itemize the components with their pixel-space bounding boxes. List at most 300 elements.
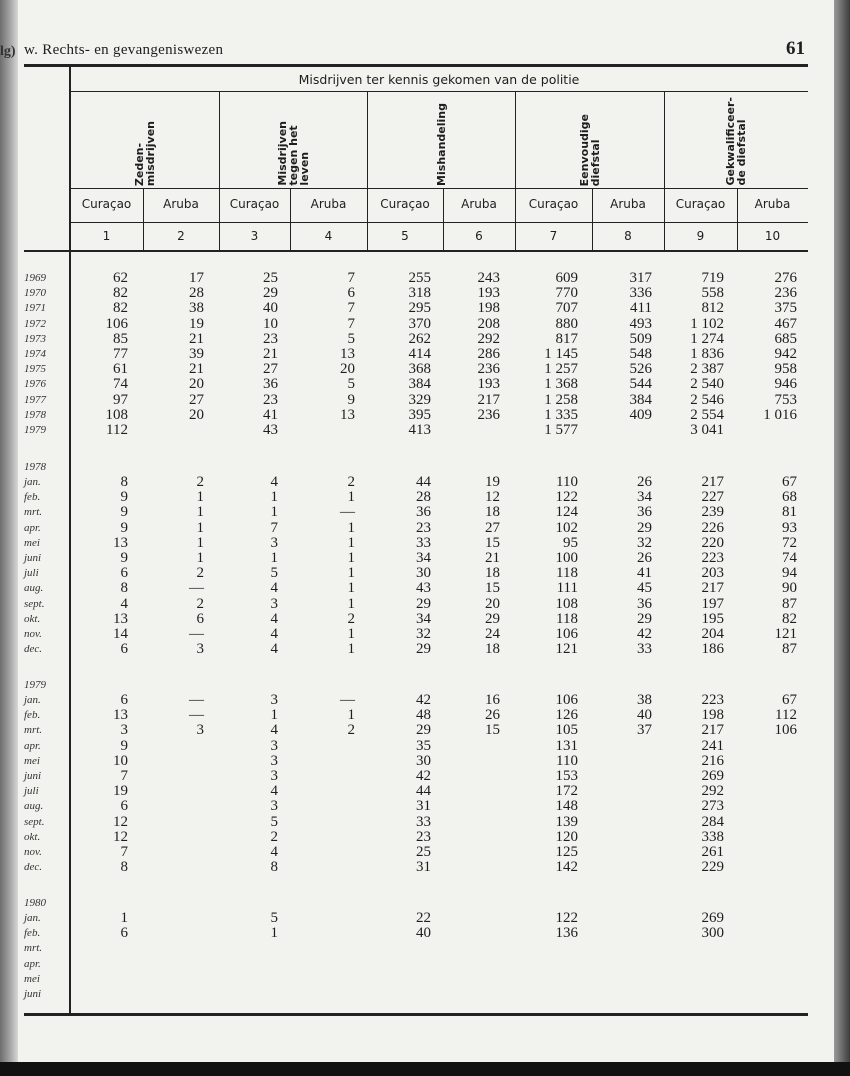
table-cell: 37 <box>637 722 652 739</box>
section-heading: 1980 <box>24 897 46 909</box>
table-cell: 31 <box>416 859 431 876</box>
table-cell: 100 <box>555 550 578 566</box>
table-cell: 880 <box>555 315 578 332</box>
table-cell: 1 <box>270 925 278 942</box>
table-cell: 1 <box>270 504 278 521</box>
table-cell: 226 <box>701 519 724 536</box>
table-cell: 30 <box>416 565 431 582</box>
table-cell: 45 <box>637 580 652 597</box>
row-label: mrt. <box>24 506 43 519</box>
table-cell: 23 <box>416 828 431 845</box>
table-cell: 4 <box>270 783 278 800</box>
table-cell: 27 <box>189 391 204 408</box>
table-cell: 32 <box>637 534 652 551</box>
row-label: 1974 <box>24 348 46 360</box>
table-cell: 35 <box>416 737 431 754</box>
table-cell: 276 <box>774 270 797 286</box>
table-cell: 2 <box>196 474 204 490</box>
table-cell: 217 <box>701 474 724 490</box>
table-cell: 7 <box>347 315 355 332</box>
table-cell: 18 <box>485 504 500 521</box>
table-cell: 395 <box>408 406 431 423</box>
table-cell: 40 <box>416 925 431 942</box>
row-label: aug. <box>24 800 44 813</box>
category-header <box>515 94 664 186</box>
table-cell: 20 <box>189 406 204 423</box>
table-cell: 153 <box>555 768 578 784</box>
table-cell: 4 <box>270 610 278 627</box>
table-cell: 43 <box>416 580 431 597</box>
table-cell: 124 <box>555 504 578 521</box>
table-cell: 1 <box>270 550 278 566</box>
table-cell: 102 <box>555 519 578 536</box>
table-cell: 38 <box>189 300 204 317</box>
table-cell: 8 <box>120 859 128 876</box>
table-cell: 3 041 <box>690 422 724 438</box>
table-cell: 9 <box>120 504 128 521</box>
table-cell: 241 <box>701 737 724 754</box>
table-cell: 812 <box>701 300 724 317</box>
row-label: feb. <box>24 709 41 722</box>
row-label: 1971 <box>24 302 46 315</box>
row-label: 1970 <box>24 287 46 300</box>
table-cell: 74 <box>782 550 797 566</box>
row-label: mei <box>24 754 40 767</box>
table-cell: — <box>189 707 204 724</box>
column-divider <box>143 189 144 250</box>
table-cell: 131 <box>555 737 578 754</box>
subheader-curacao: Curaçao <box>528 197 579 211</box>
table-cell: 21 <box>485 550 500 566</box>
table-cell: 9 <box>120 737 128 754</box>
table-cell: 1 <box>196 504 204 521</box>
table-cell: 3 <box>270 752 278 769</box>
table-cell: 118 <box>556 610 578 627</box>
row-label: jan. <box>24 694 41 706</box>
table-cell: 77 <box>113 346 128 362</box>
row-label: 1978 <box>24 408 46 421</box>
table-cell: 526 <box>629 361 652 378</box>
table-cell: 122 <box>555 910 578 926</box>
table-cell: 409 <box>629 406 652 423</box>
table-cell: 1 <box>347 534 355 551</box>
table-cell: 108 <box>555 595 578 612</box>
subheader-curacao: Curaçao <box>229 197 280 211</box>
table-cell: 198 <box>477 300 500 317</box>
table-cell: 217 <box>477 391 500 408</box>
table-cell: 292 <box>701 783 724 800</box>
table-cell: 44 <box>416 783 431 800</box>
table-cell: 2 <box>347 610 355 627</box>
table-cell: 193 <box>477 285 500 302</box>
table-cell: 13 <box>113 707 128 724</box>
table-cell: 544 <box>629 376 652 393</box>
table-cell: 186 <box>701 641 724 658</box>
table-cell: 93 <box>782 519 797 536</box>
table-cell: 19 <box>189 315 204 332</box>
table-cell: 20 <box>485 595 500 612</box>
table-cell: 7 <box>347 300 355 317</box>
table-cell: 295 <box>408 300 431 317</box>
row-label: mrt. <box>24 942 43 955</box>
table-cell: 4 <box>120 595 128 612</box>
table-cell: 6 <box>120 692 128 708</box>
table-cell: 26 <box>485 707 500 724</box>
table-cell: 16 <box>485 692 500 708</box>
table-cell: 38 <box>637 692 652 708</box>
category-header <box>367 94 515 186</box>
row-label: 1973 <box>24 332 46 345</box>
table-cell: 13 <box>113 610 128 627</box>
table-cell: 236 <box>477 406 500 423</box>
table-cell: 10 <box>263 315 278 332</box>
table-cell: 15 <box>485 534 500 551</box>
table-cell: 97 <box>113 391 128 408</box>
table-cell: 336 <box>629 285 652 302</box>
table-cell: 106 <box>774 722 797 739</box>
row-label: feb. <box>24 491 41 504</box>
table-cell: 121 <box>774 626 797 642</box>
column-number: 3 <box>250 229 259 243</box>
table-cell: 1 <box>270 489 278 506</box>
table-cell: 44 <box>416 474 431 490</box>
table-cell: 255 <box>408 270 431 286</box>
table-cell: 1 <box>120 910 128 926</box>
table-cell: 1 <box>196 519 204 536</box>
column-divider <box>290 189 291 250</box>
table-cell: 36 <box>637 595 652 612</box>
table-cell: 338 <box>701 828 724 845</box>
table-cell: 370 <box>408 315 431 332</box>
table-cell: 1 <box>347 519 355 536</box>
table-cell: 33 <box>416 813 431 830</box>
column-divider <box>443 189 444 250</box>
table-cell: 126 <box>555 707 578 724</box>
category-header <box>70 94 219 186</box>
table-cell: 3 <box>196 722 204 739</box>
page-number: 61 <box>786 38 805 59</box>
table-cell: 12 <box>485 489 500 506</box>
table-cell: 95 <box>563 534 578 551</box>
table-cell: 8 <box>120 474 128 490</box>
table-cell: 193 <box>477 376 500 393</box>
table-cell: 217 <box>701 580 724 597</box>
row-label: juni <box>24 552 42 564</box>
row-label: okt. <box>24 830 41 843</box>
row-label: feb. <box>24 927 41 940</box>
table-cell: 18 <box>485 641 500 658</box>
row-label: 1969 <box>24 272 46 284</box>
row-label: juli <box>24 567 39 580</box>
column-number: 5 <box>401 229 409 243</box>
section-heading: 1979 <box>24 679 46 691</box>
table-cell: 1 <box>347 707 355 724</box>
table-cell: 261 <box>701 844 724 860</box>
bottom-rule <box>24 1013 808 1016</box>
table-cell: 2 <box>196 565 204 582</box>
column-number: 2 <box>177 229 185 243</box>
scan-edge-left <box>0 0 18 1076</box>
table-cell: 1 <box>196 489 204 506</box>
table-cell: 29 <box>637 519 652 536</box>
table-cell: 25 <box>263 270 278 286</box>
table-cell: 40 <box>637 707 652 724</box>
table-cell: 220 <box>701 534 724 551</box>
table-cell: 21 <box>189 330 204 347</box>
table-cell: 33 <box>416 534 431 551</box>
table-cell: 110 <box>556 752 578 769</box>
table-cell: 467 <box>774 315 797 332</box>
table-cell: 223 <box>701 692 724 708</box>
table-cell: 284 <box>701 813 724 830</box>
table-cell: 3 <box>120 722 128 739</box>
table-cell: 5 <box>270 565 278 582</box>
category-label: Eenvoudige diefstal <box>577 113 602 186</box>
table-cell: 9 <box>120 519 128 536</box>
table-cell: 195 <box>701 610 724 627</box>
table-cell: 68 <box>782 489 797 506</box>
table-cell: 34 <box>416 610 431 627</box>
table-cell: 29 <box>416 722 431 739</box>
table-cell: 203 <box>701 565 724 582</box>
table-cell: 142 <box>555 859 578 876</box>
table-cell: 94 <box>782 565 797 582</box>
row-label: nov. <box>24 846 42 858</box>
table-cell: 42 <box>416 768 431 784</box>
table-cell: 2 540 <box>690 376 724 393</box>
subheader-aruba: Aruba <box>754 197 791 211</box>
row-label: dec. <box>24 861 43 874</box>
table-cell: 1 <box>347 626 355 642</box>
table-cell: 414 <box>408 346 431 362</box>
scan-edge-right <box>834 0 850 1076</box>
table-cell: 26 <box>637 550 652 566</box>
table-cell: 148 <box>555 798 578 815</box>
table-cell: 223 <box>701 550 724 566</box>
table-cell: 1 368 <box>544 376 578 393</box>
table-cell: 7 <box>120 844 128 860</box>
table-cell: 1 <box>347 641 355 658</box>
table-cell: 42 <box>637 626 652 642</box>
table-cell: 15 <box>485 722 500 739</box>
table-cell: 942 <box>774 346 797 362</box>
table-cell: 36 <box>416 504 431 521</box>
table-cell: 12 <box>113 828 128 845</box>
table-cell: 9 <box>120 550 128 566</box>
table-cell: 6 <box>120 641 128 658</box>
row-label: juni <box>24 988 42 1000</box>
row-label: juni <box>24 770 42 782</box>
table-cell: 139 <box>555 813 578 830</box>
table-cell: 15 <box>485 580 500 597</box>
table-cell: 25 <box>416 844 431 860</box>
previous-page-fragment: lg) <box>0 44 16 59</box>
table-cell: 317 <box>629 270 652 286</box>
row-label: 1975 <box>24 363 46 376</box>
table-cell: 2 387 <box>690 361 724 378</box>
table-cell: 21 <box>263 346 278 362</box>
table-cell: 136 <box>555 925 578 942</box>
category-label: Gekwalificeer- de diefstal <box>724 97 748 186</box>
table-cell: 9 <box>347 391 355 408</box>
table-cell: 23 <box>263 330 278 347</box>
subheader-curacao: Curaçao <box>81 197 132 211</box>
table-cell: 269 <box>701 910 724 926</box>
table-cell: 1 145 <box>544 346 578 362</box>
table-cell: — <box>189 692 204 708</box>
table-cell: 62 <box>113 270 128 286</box>
table-cell: 21 <box>189 361 204 378</box>
table-cell: 4 <box>270 641 278 658</box>
table-cell: 262 <box>408 330 431 347</box>
table-cell: 3 <box>270 798 278 815</box>
row-label: 1972 <box>24 317 46 330</box>
category-header <box>664 94 808 186</box>
table-cell: 1 258 <box>544 391 578 408</box>
row-label: mei <box>24 536 40 549</box>
title-rule <box>70 91 808 92</box>
table-cell: 82 <box>113 300 128 317</box>
subheader-curacao: Curaçao <box>675 197 726 211</box>
table-cell: 13 <box>340 406 355 423</box>
table-cell: 817 <box>555 330 578 347</box>
table-cell: 7 <box>270 519 278 536</box>
category-label: Misdrijven tegen het leven <box>275 121 311 186</box>
table-cell: 13 <box>113 534 128 551</box>
column-divider <box>367 92 368 250</box>
table-cell: 24 <box>485 626 500 642</box>
table-cell: 236 <box>774 285 797 302</box>
table-cell: 2 <box>347 722 355 739</box>
table-cell: 685 <box>774 330 797 347</box>
row-label: dec. <box>24 643 43 656</box>
table-cell: 29 <box>416 595 431 612</box>
table-cell: 770 <box>555 285 578 302</box>
table-cell: 368 <box>408 361 431 378</box>
table-cell: 1 <box>270 707 278 724</box>
table-cell: 1 836 <box>690 346 724 362</box>
row-label: mrt. <box>24 724 43 737</box>
table-cell: 4 <box>270 580 278 597</box>
table-cell: 82 <box>782 610 797 627</box>
table-cell: 121 <box>555 641 578 658</box>
table-cell: 198 <box>701 707 724 724</box>
table-cell: 1 577 <box>544 422 578 438</box>
table-cell: 1 274 <box>690 330 724 347</box>
table-cell: 111 <box>556 580 578 597</box>
table-cell: 19 <box>113 783 128 800</box>
table-cell: 286 <box>477 346 500 362</box>
table-cell: 204 <box>701 626 724 642</box>
table-cell: 13 <box>340 346 355 362</box>
table-cell: 753 <box>774 391 797 408</box>
row-label: 1979 <box>24 424 46 436</box>
column-number: 10 <box>764 229 781 243</box>
table-cell: 946 <box>774 376 797 393</box>
table-cell: 411 <box>630 300 652 317</box>
table-cell: 216 <box>701 752 724 769</box>
table-cell: 110 <box>556 474 578 490</box>
table-cell: 1 257 <box>544 361 578 378</box>
table-cell: 5 <box>347 376 355 393</box>
column-divider <box>592 189 593 250</box>
table-cell: 18 <box>485 565 500 582</box>
table-cell: — <box>189 580 204 597</box>
row-label: jan. <box>24 476 41 488</box>
table-cell: 208 <box>477 315 500 332</box>
row-label: nov. <box>24 628 42 640</box>
table-cell: 14 <box>113 626 128 642</box>
table-cell: 227 <box>701 489 724 506</box>
table-cell: 1 102 <box>690 315 724 332</box>
table-cell: 7 <box>347 270 355 286</box>
table-cell: 384 <box>408 376 431 393</box>
table-cell: 3 <box>270 768 278 784</box>
table-cell: 32 <box>416 626 431 642</box>
table-cell: 413 <box>408 422 431 438</box>
table-cell: 1 <box>347 595 355 612</box>
table-cell: 8 <box>270 859 278 876</box>
table-cell: 8 <box>120 580 128 597</box>
row-label: okt. <box>24 612 41 625</box>
table-cell: 33 <box>637 641 652 658</box>
column-number: 9 <box>696 229 705 243</box>
table-cell: 2 <box>270 828 278 845</box>
table-cell: 9 <box>120 489 128 506</box>
table-cell: 5 <box>270 910 278 926</box>
column-divider <box>219 92 220 250</box>
subheader-aruba: Aruba <box>461 197 497 211</box>
table-cell: 273 <box>701 798 724 815</box>
row-label: sept. <box>24 597 45 610</box>
table-cell: 106 <box>105 315 128 332</box>
table-cell: — <box>340 504 355 521</box>
table-cell: 493 <box>629 315 652 332</box>
top-rule <box>24 64 808 67</box>
table-cell: 105 <box>555 722 578 739</box>
row-label: 1976 <box>24 378 46 391</box>
table-cell: 375 <box>774 300 797 317</box>
section-heading: 1978 <box>24 461 46 473</box>
table-cell: 5 <box>270 813 278 830</box>
column-divider <box>515 92 516 250</box>
column-divider <box>664 92 665 250</box>
table-cell: 19 <box>485 474 500 490</box>
table-cell: 3 <box>270 737 278 754</box>
table-cell: 67 <box>782 692 797 708</box>
table-cell: 558 <box>701 285 724 302</box>
table-cell: 236 <box>477 361 500 378</box>
column-number: 6 <box>475 229 483 243</box>
table-cell: 1 <box>196 534 204 551</box>
table-cell: 122 <box>555 489 578 506</box>
table-cell: 22 <box>416 910 431 926</box>
table-cell: 23 <box>263 391 278 408</box>
table-cell: 4 <box>270 474 278 490</box>
table-cell: 197 <box>701 595 724 612</box>
table-cell: 61 <box>113 361 128 378</box>
table-cell: 6 <box>120 925 128 942</box>
table-cell: 3 <box>270 692 278 708</box>
table-cell: 292 <box>477 330 500 347</box>
header-bottom-rule <box>24 250 808 252</box>
table-cell: — <box>340 692 355 708</box>
table-cell: 27 <box>263 361 278 378</box>
row-label: apr. <box>24 957 41 970</box>
table-cell: 112 <box>106 422 128 438</box>
row-label: mei <box>24 972 40 985</box>
table-cell: 1 <box>347 550 355 566</box>
